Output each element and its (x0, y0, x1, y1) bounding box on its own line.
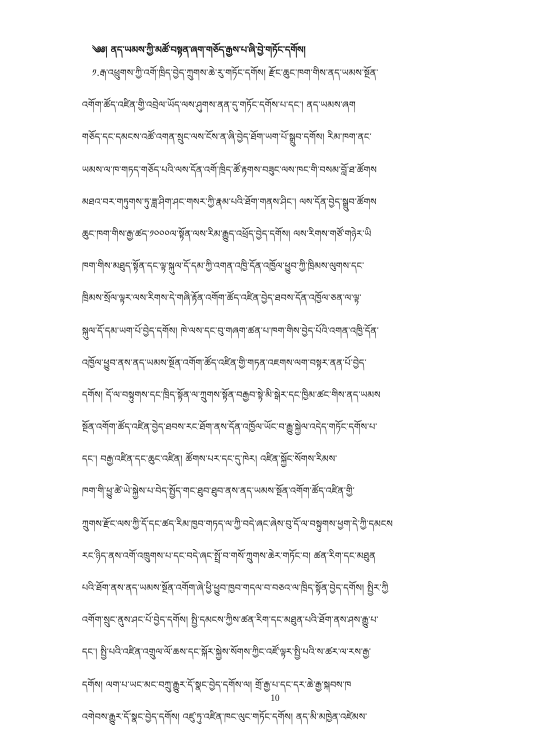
body-text (82, 64, 477, 740)
text-line: དགོས། ལག་པ་ཡང་མང་བཀྲུ་རྒྱུར་དོ་སྣང་བྱེད་དགོས་ལ། གྲོ་རྒྱ་པ་དང་དར་ཆེ་རྒྱ་སྐབས་ཁ (82, 679, 352, 691)
text-line: ཡམས་ལ་ཁ་གཏད་གཅོད་པའི་ལས་དོན་འགོ་ཁྲིད་ཚོ་རྟགས་བཟུང་ལས་ཁང་གི་བསམ་བློ་ཐ་ཚོགས (82, 164, 377, 176)
section-heading: ༄༅། ནད་ཡམས་ཀྱི་མཚོ་བསྟན་ཞག་གཅོད་རྒྱས་པ་ཞི་བྱེ་གཏོང་དགོས། (92, 45, 306, 56)
text-line: ཆུང་ཁག་གིས་རྒྱ་ཚད་༡༠༠༠ལ་སྟོན་ལས་རིམ་རྒྱུད་འཕྲོད་བྱེད་དགོས། ལས་རིགས་གཙོ་གཉེར་ཡི (82, 228, 372, 240)
text-line: དང་། སྤྱི་པའི་འཛིན་འགྲུལ་ལོ་ཆས་དང་སྐོར་སྐྱེས་སོགས་ཀྱིང་འཛོ་ལྟར་སྤྱི་པའི་ས་ཚར་ལ་རས་རྒྱ་ (82, 647, 371, 659)
text-line: ཁག་གིས་མཐུད་སྟོན་དང་ལྟ་སྐུལ་དོ་དམ་ཀྱི་འགན་འཁྱི་དོན་འཁྱོལ་ཕྱུབ་ཀྱི་ཁྲིམས་ལུགས་དང་ (82, 261, 365, 273)
page-number: 10 (270, 693, 280, 703)
text-line: རང་ཉིད་ནས་འགོ་འཁྲུགས་པ་དང་བདེ་ཞང་སྤྲོ་བ་གསོ་ཀྲུགས་ཆེར་གཏོང་བ། ཚན་རིག་དང་མཐུན (82, 550, 376, 562)
text-line: ཁྲིམས་སྲོལ་ལྟར་ལས་རིགས་དེ་གཞི་རྟོན་འགོག་ཚོད་འཛིན་བྱེད་ཐབས་དོན་འཁྱོལ་ཅན་ལ་ལྟ་ (82, 293, 362, 305)
text-line: འཁྱོལ་ཕྱུབ་ནས་ནད་ཡམས་སྔོན་འགོག་ཚོད་འཛིན་གྱི་གཏན་འཇགས་ལག་བསྟར་ནན་པོ་བྱེད་ (82, 357, 367, 369)
text-line: པའི་ཐོག་ནས་ནད་ཡམས་སྔོན་འགོག་ཞེ་ཕྱི་ཕྱུབ་ཁྱབ་གདལ་བ་བཅའ་ལ་ཁྲིད་སྟོན་བྱེད་དགོས། སྤྱིར་ཀྱི (82, 583, 389, 594)
text-line: སྐུལ་དོ་དམ་ཡག་པོ་བྱེད་དགོས། ཁེ་ལས་དང་བུ་གཞག་ཚན་པ་ཁག་གིས་བྱེད་པོའི་འགན་འཁྱི་དོན་ (82, 325, 379, 337)
text-line: ༡.རྒ་འཕྲུགས་ཀྱི་འགོ་ཁྲིད་བྱེད་ཀྲུགས་ཆེ་རུ་གཏོང་དགོས། རྫོང་ཆུང་ཁག་གིས་ནད་ཡམས་སྔོན་ (92, 68, 379, 79)
text-line: འགོག་སྲུང་ནུས་ཤང་པོ་བྱེད་དགོས། སྤྱི་དམངས་ཀྱིས་ཚན་རིག་དང་མཐུན་པའི་ཐོག་ནས་ཤས་རྒྱུ་པ་ (82, 615, 379, 627)
text-line: མཐའ་བར་གཏུགས་ཏུ་ཟླ་ཤིག་ཤང་གསར་ཀྱི་རྣམ་པའི་ཐོག་གནས་ཤིང་། ལས་དོན་བྱེད་སྒྲུབ་ཚོགས (82, 196, 377, 208)
text-line: ཁག་གི་ཕྱུ་ཚེ་ཡེ་སྐྱེས་པ་བེད་སྤྱོད་གང་ཐུབ་ཐུབ་ནས་ནད་ཡམས་སྔོན་འགོག་ཚོད་འཛིན་གྱི་ (82, 486, 355, 498)
text-line: དགོས། དོ་ལ་བསྟུགས་དང་ཁྲིད་སྟོན་ལ་ཀྲུགས་སྟོན་བརྒྱབ་སྟེ་མི་སྒེར་དང་ཁྱིམ་ཚང་གིས་ནད་ཡམས (82, 389, 381, 401)
text-line: ཀྲུགས་རྫོང་ལས་ཀྱི་དོ་དང་ཚད་རིམ་ཁྱབ་གཏད་ལ་ཀྱི་བདེ་ཞང་ཞེས་བུ་དོ་ལ་བསྟུགས་ཕྱག་དེ་ཀྱི་དམངས (82, 518, 393, 530)
text-line: སྔོན་འགོག་ཚོད་འཛིན་བྱེད་ཐབས་རང་ཐོག་ནས་དོན་འཁྱོལ་ཡོང་བ་རྒྱུ་སྐྱེལ་འདེད་གཏོང་དགོས་པ་ (82, 422, 378, 434)
text-line: དང་། བརྒྱ་འཛིན་དང་ཆུང་འཛིན། ཚོགས་པར་དང་དུ་ཁེར། འཛིན་སྐྱོང་སོགས་རིམས་ (82, 454, 338, 466)
text-line: འགེབས་རྒྱུར་དོ་སྣང་བྱེད་དགོས། འཛུ་ཏུ་འཛིན་ཁང་ལུང་གཏོང་དགོས། ནད་མི་མཁྱེན་འཛེམས་ (82, 711, 368, 723)
text-line: གཅོད་དང་དམངས་འཚོ་འགན་སྲུང་ལས་ངོས་ན་ཞི་བྱེད་ཐོག་ཡག་པོ་སྒྲུབ་དགོས། རིམ་ཁག་ནང་ (82, 132, 372, 144)
text-line: འགོག་ཚོད་འཛིན་གྱི་འབྲེལ་ཡོད་ལས་ཤུགས་ནན་དུ་གཏོང་དགོས་པ་དང་། ནད་ཡམས་ཞག (82, 100, 356, 112)
